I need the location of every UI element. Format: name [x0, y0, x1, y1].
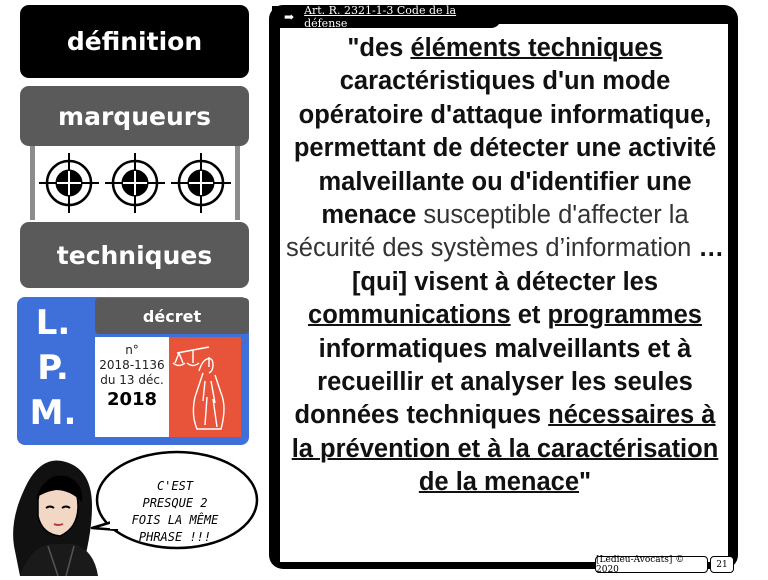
bubble-line: C'EST [156, 479, 194, 493]
targets-strip [30, 146, 240, 220]
page-number: 21 [710, 556, 734, 573]
crosshair-icon [171, 153, 231, 213]
quote-part: "des [347, 34, 411, 62]
quote-part: informatiques malveillants et à recueillir et analyser les seules données techniques [294, 334, 693, 430]
lady-justice-icon [169, 337, 241, 437]
quote-part: éléments techniques [410, 34, 663, 62]
quote-part: et [510, 301, 548, 330]
definition-label: définition [66, 27, 203, 56]
decret-year: 2018 [106, 389, 158, 410]
lpm-letter-p: P. [37, 348, 69, 388]
marqueurs-label: marqueurs [58, 101, 211, 131]
quote-part: susceptible d'affecter la sécurité des systèmes d’information [286, 201, 692, 263]
article-reference: Art. R. 2321-1-3 Code de la défense [304, 4, 457, 30]
decret-line3: du 13 déc. [100, 373, 164, 387]
speech-bubble-text [105, 478, 245, 546]
bubble-line: FOIS LA MÊME [131, 513, 219, 527]
justice-statue-image [169, 337, 241, 437]
lpm-letter-m: M. [29, 393, 77, 433]
marqueurs-box [20, 86, 249, 146]
quote-part: communications [308, 301, 511, 330]
crosshair-icon [39, 153, 99, 213]
decret-line2: 2018-1136 [99, 358, 165, 372]
quote-part: nécessaires à la prévention et à la caractérisation de la menace [291, 401, 719, 497]
quote-part: … [qui] visent à détecter les [351, 234, 724, 296]
arrow-right-icon: ➡ [284, 10, 295, 24]
lpm-letter-l: L. [35, 303, 71, 343]
copyright: [Ledieu-Avocats] © 2020 [595, 556, 708, 573]
decret-label: décret [142, 306, 202, 326]
crosshair-icon [105, 153, 165, 213]
definition-box [20, 5, 249, 78]
quote-part: caractéristiques d'un mode opératoire d'attaque informatique, permettant de détecter une activité malveillante ou d'identifier une [293, 67, 717, 196]
slide-footer [595, 556, 738, 574]
quote-part: menace [321, 201, 417, 230]
decret-line1: n° [125, 343, 139, 357]
quote-part: programmes [547, 301, 702, 330]
techniques-box [20, 222, 249, 288]
quote-part: " [579, 468, 592, 497]
decret-number-box [95, 337, 169, 437]
bubble-line: PRESQUE 2 [142, 496, 208, 510]
legal-quote [282, 32, 728, 500]
bubble-line: PHRASE !!! [138, 530, 212, 544]
decret-label-box [95, 298, 249, 334]
techniques-label: techniques [56, 240, 213, 270]
article-reference-tab [272, 6, 501, 28]
crosshair-targets-icon [35, 146, 235, 220]
